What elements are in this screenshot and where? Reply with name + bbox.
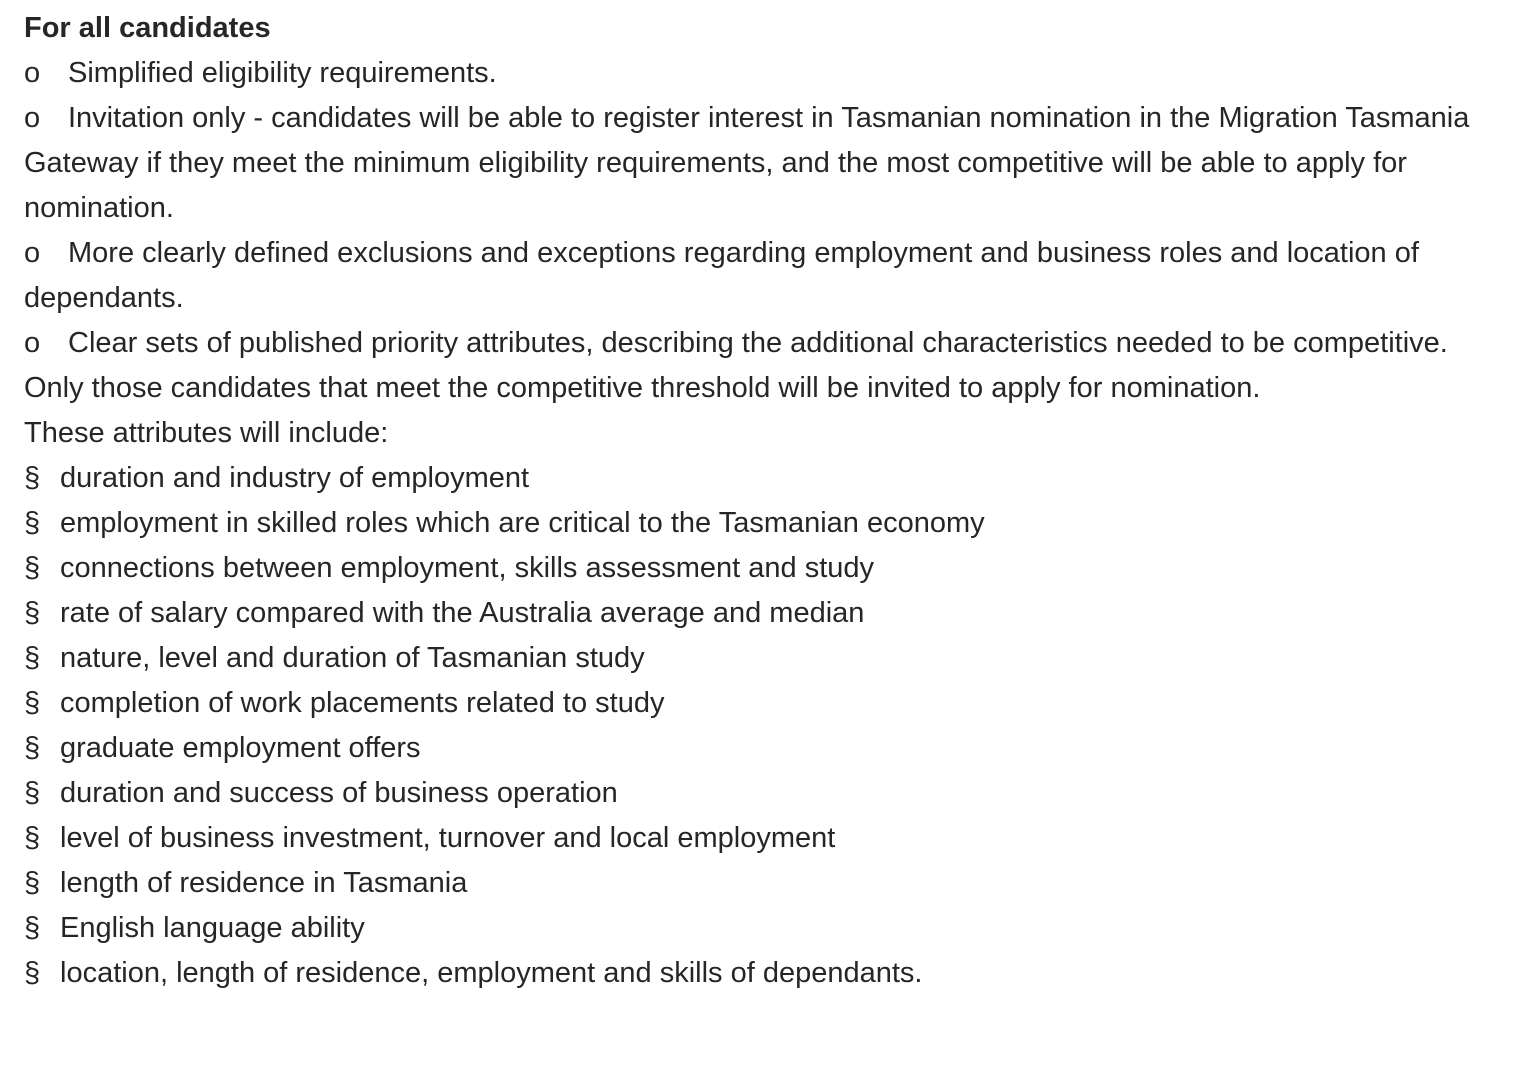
section-sign-icon: § <box>24 777 41 809</box>
attribute-text: completion of work placements related to study <box>60 687 665 719</box>
section-sign-icon: § <box>24 597 41 629</box>
section-sign-icon: § <box>24 867 41 899</box>
point-item <box>24 231 1494 321</box>
attributes-intro: These attributes will include: <box>24 417 389 449</box>
attribute-text: nature, level and duration of Tasmanian study <box>60 642 645 674</box>
document-body <box>24 6 1494 996</box>
list-item <box>24 861 1494 906</box>
attribute-text: location, length of residence, employment and skills of dependants. <box>60 957 923 989</box>
attribute-text: duration and success of business operation <box>60 777 618 809</box>
section-sign-icon: § <box>24 912 41 944</box>
section-sign-icon: § <box>24 957 41 989</box>
list-item <box>24 456 1494 501</box>
attribute-text: length of residence in Tasmania <box>60 867 468 899</box>
point-item <box>24 51 1494 96</box>
list-item <box>24 501 1494 546</box>
section-sign-icon: § <box>24 822 41 854</box>
section-sign-icon: § <box>24 642 41 674</box>
list-item <box>24 681 1494 726</box>
list-item <box>24 951 1494 996</box>
list-item <box>24 906 1494 951</box>
attribute-text: graduate employment offers <box>60 732 421 764</box>
point-text: Invitation only - candidates will be able to register interest in Tasmanian nomination in the Migration Tasmania Gateway if they meet the minimum eligibility requirements, and the most competitive will be able to apply for nomination. <box>24 102 1470 224</box>
section-sign-icon: § <box>24 732 41 764</box>
point-text: Clear sets of published priority attributes, describing the additional characteristics needed to be competitive. Only those candidates that meet the competitive threshold will be invited to apply for nomination. <box>24 327 1448 404</box>
circle-bullet-icon: o <box>24 57 41 89</box>
section-sign-icon: § <box>24 552 41 584</box>
attribute-text: duration and industry of employment <box>60 462 530 494</box>
list-item <box>24 546 1494 591</box>
section-sign-icon: § <box>24 462 41 494</box>
point-item <box>24 96 1494 231</box>
circle-bullet-icon: o <box>24 327 41 359</box>
list-item <box>24 636 1494 681</box>
list-item <box>24 816 1494 861</box>
list-item <box>24 591 1494 636</box>
attribute-text: English language ability <box>60 912 365 944</box>
point-item <box>24 321 1494 411</box>
attribute-text: connections between employment, skills assessment and study <box>60 552 875 584</box>
list-item <box>24 726 1494 771</box>
circle-bullet-icon: o <box>24 237 41 269</box>
section-sign-icon: § <box>24 687 41 719</box>
section-heading: For all candidates <box>24 12 271 44</box>
point-text: More clearly defined exclusions and exceptions regarding employment and business roles and location of dependants. <box>24 237 1419 314</box>
attribute-text: rate of salary compared with the Australia average and median <box>60 597 865 629</box>
section-sign-icon: § <box>24 507 41 539</box>
point-text: Simplified eligibility requirements. <box>68 57 497 89</box>
list-item <box>24 771 1494 816</box>
circle-bullet-icon: o <box>24 102 41 134</box>
attribute-text: employment in skilled roles which are critical to the Tasmanian economy <box>60 507 985 539</box>
attributes-list <box>24 456 1494 996</box>
attribute-text: level of business investment, turnover and local employment <box>60 822 836 854</box>
